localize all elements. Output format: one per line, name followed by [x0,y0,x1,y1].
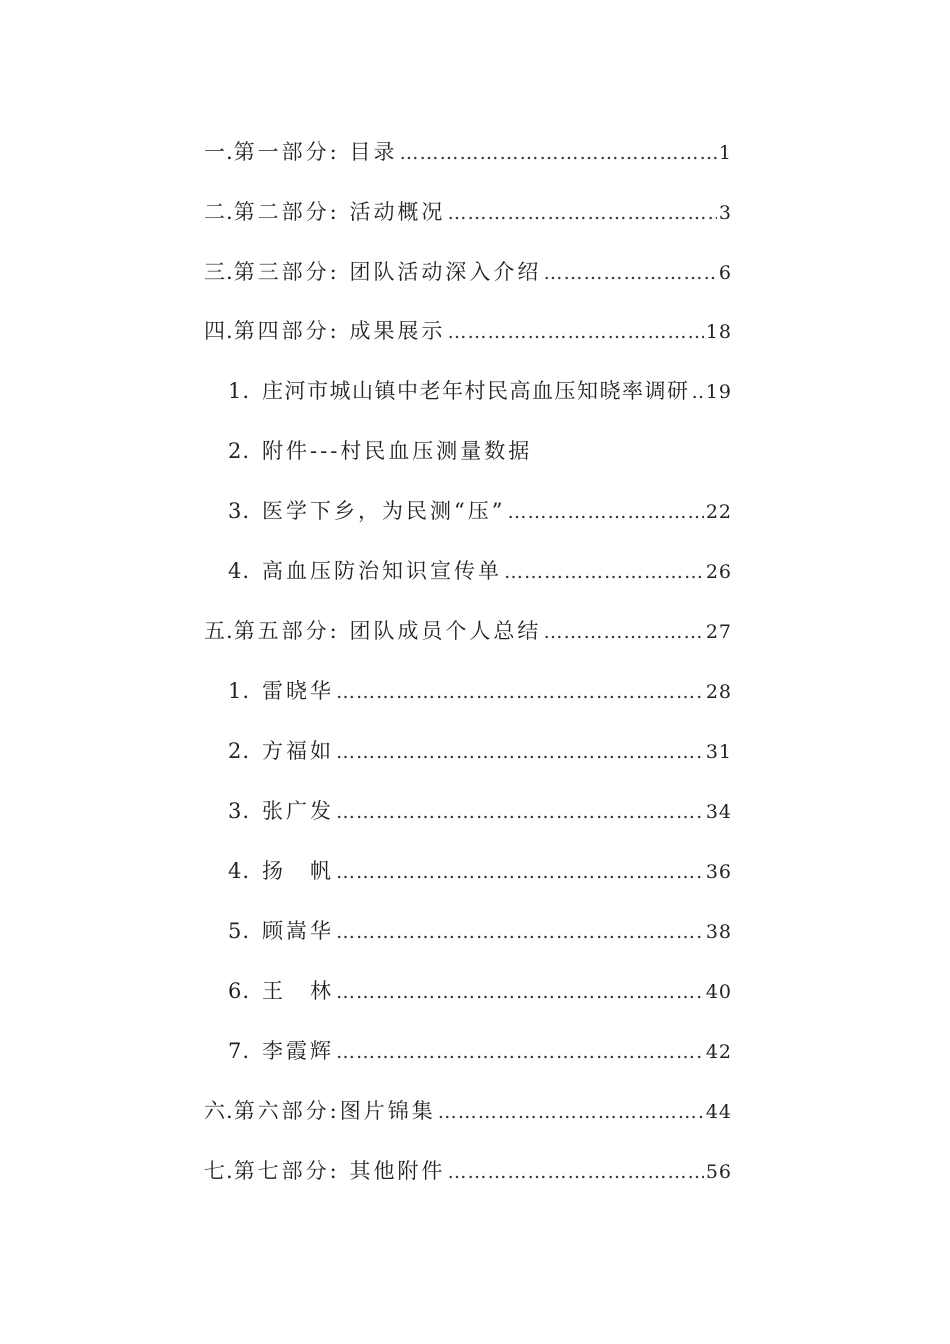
toc-entry-label: 李霞辉 [262,1039,334,1063]
toc-entry-number: 3. [228,799,251,823]
toc-entry-number: 5. [228,919,251,943]
toc-subentry[interactable] [228,376,732,406]
toc-entry-page: 1 [718,142,732,164]
toc-entry-label: 雷晓华 [262,679,334,703]
toc-leader-dots [336,917,704,947]
toc-entry-label: 顾嵩华 [262,919,334,943]
toc-entry-page: 34 [705,801,732,823]
toc-subentry[interactable] [228,856,732,886]
toc-entry-number: 六. [204,1099,234,1123]
toc-entry-label: 第四部分: 成果展示 [233,319,446,343]
toc-entry-page: 26 [705,561,732,583]
toc-entry[interactable] [204,1096,732,1126]
toc-entry-number: 3. [228,499,251,523]
toc-entry-number: 一. [204,140,234,164]
toc-entry-page: 44 [705,1101,732,1123]
toc-entry-page: 40 [705,981,732,1003]
toc-entry-label: 高血压防治知识宣传单 [262,559,502,583]
toc-leader-dots [336,677,704,707]
toc-entry-page: 6 [718,262,732,284]
toc-leader-dots [507,497,703,527]
toc-entry-label: 附件---村民血压测量数据 [262,439,533,463]
toc-entry-label: 王 林 [262,979,334,1003]
toc-entry[interactable] [204,1156,732,1186]
toc-subentry[interactable] [228,496,732,526]
toc-subentry[interactable] [228,976,732,1006]
toc-entry-number: 七. [204,1159,234,1183]
toc-entry-label: 庄河市城山镇中老年村民高血压知晓率调研 [262,379,690,403]
toc-entry[interactable] [204,316,732,346]
toc-entry-page: 42 [705,1041,732,1063]
toc-subentry[interactable] [228,736,732,766]
toc-leader-dots [447,317,703,347]
toc-entry-label: 医学下乡，为民测“压” [262,499,506,523]
toc-entry-page: 22 [705,501,732,523]
toc-entry-label: 第六部分:图片锦集 [233,1099,436,1123]
toc-leader-dots [692,377,704,407]
toc-entry-page: 38 [705,921,732,943]
toc-leader-dots [336,857,704,887]
toc-leader-dots [543,258,716,288]
toc-entry-number: 三. [204,260,234,284]
toc-leader-dots [447,1157,703,1187]
toc-entry-number: 1. [228,379,251,403]
toc-entry-page: 31 [705,741,732,763]
toc-leader-dots [504,557,704,587]
toc-entry-page: 28 [705,681,732,703]
toc-subentry[interactable] [228,436,732,466]
toc-leader-dots [438,1097,704,1127]
toc-entry[interactable] [204,257,732,287]
toc-leader-dots [336,1037,704,1067]
toc-entry-number: 2. [228,439,251,463]
toc-entry-page: 19 [705,381,732,403]
toc-entry-number: 2. [228,739,251,763]
toc-leader-dots [399,138,716,168]
toc-entry-page: 56 [705,1161,732,1183]
toc-entry-label: 第三部分: 团队活动深入介绍 [233,260,542,284]
toc-subentry[interactable] [228,796,732,826]
toc-entry-page: 18 [705,321,732,343]
toc-entry-number: 4. [228,559,251,583]
toc-entry-label: 第七部分: 其他附件 [233,1159,446,1183]
toc-leader-dots [336,977,704,1007]
toc-entry-label: 第二部分: 活动概况 [233,200,446,224]
toc-entry[interactable] [204,616,732,646]
toc-leader-dots [447,198,716,228]
toc-entry-number: 1. [228,679,251,703]
toc-entry[interactable] [204,197,732,227]
toc-entry-number: 二. [204,200,234,224]
toc-entry-number: 五. [204,619,234,643]
toc-entry-number: 4. [228,859,251,883]
toc-leader-dots [336,797,704,827]
toc-entry-label: 张广发 [262,799,334,823]
toc-entry-page: 27 [705,621,732,643]
toc-entry[interactable] [204,137,732,167]
toc-subentry[interactable] [228,916,732,946]
toc-entry-label: 第五部分: 团队成员个人总结 [233,619,542,643]
toc-entry-label: 方福如 [262,739,334,763]
toc-entry-page: 36 [705,861,732,883]
toc-leader-dots [543,617,703,647]
toc-entry-number: 6. [228,979,251,1003]
toc-subentry[interactable] [228,556,732,586]
toc-subentry[interactable] [228,676,732,706]
toc-entry-label: 第一部分: 目录 [233,140,398,164]
toc-entry-number: 7. [228,1039,251,1063]
toc-entry-label: 扬 帆 [262,859,334,883]
toc-entry-number: 四. [204,319,234,343]
toc-entry-page: 3 [718,202,732,224]
toc-subentry[interactable] [228,1036,732,1066]
toc-leader-dots [336,737,704,767]
